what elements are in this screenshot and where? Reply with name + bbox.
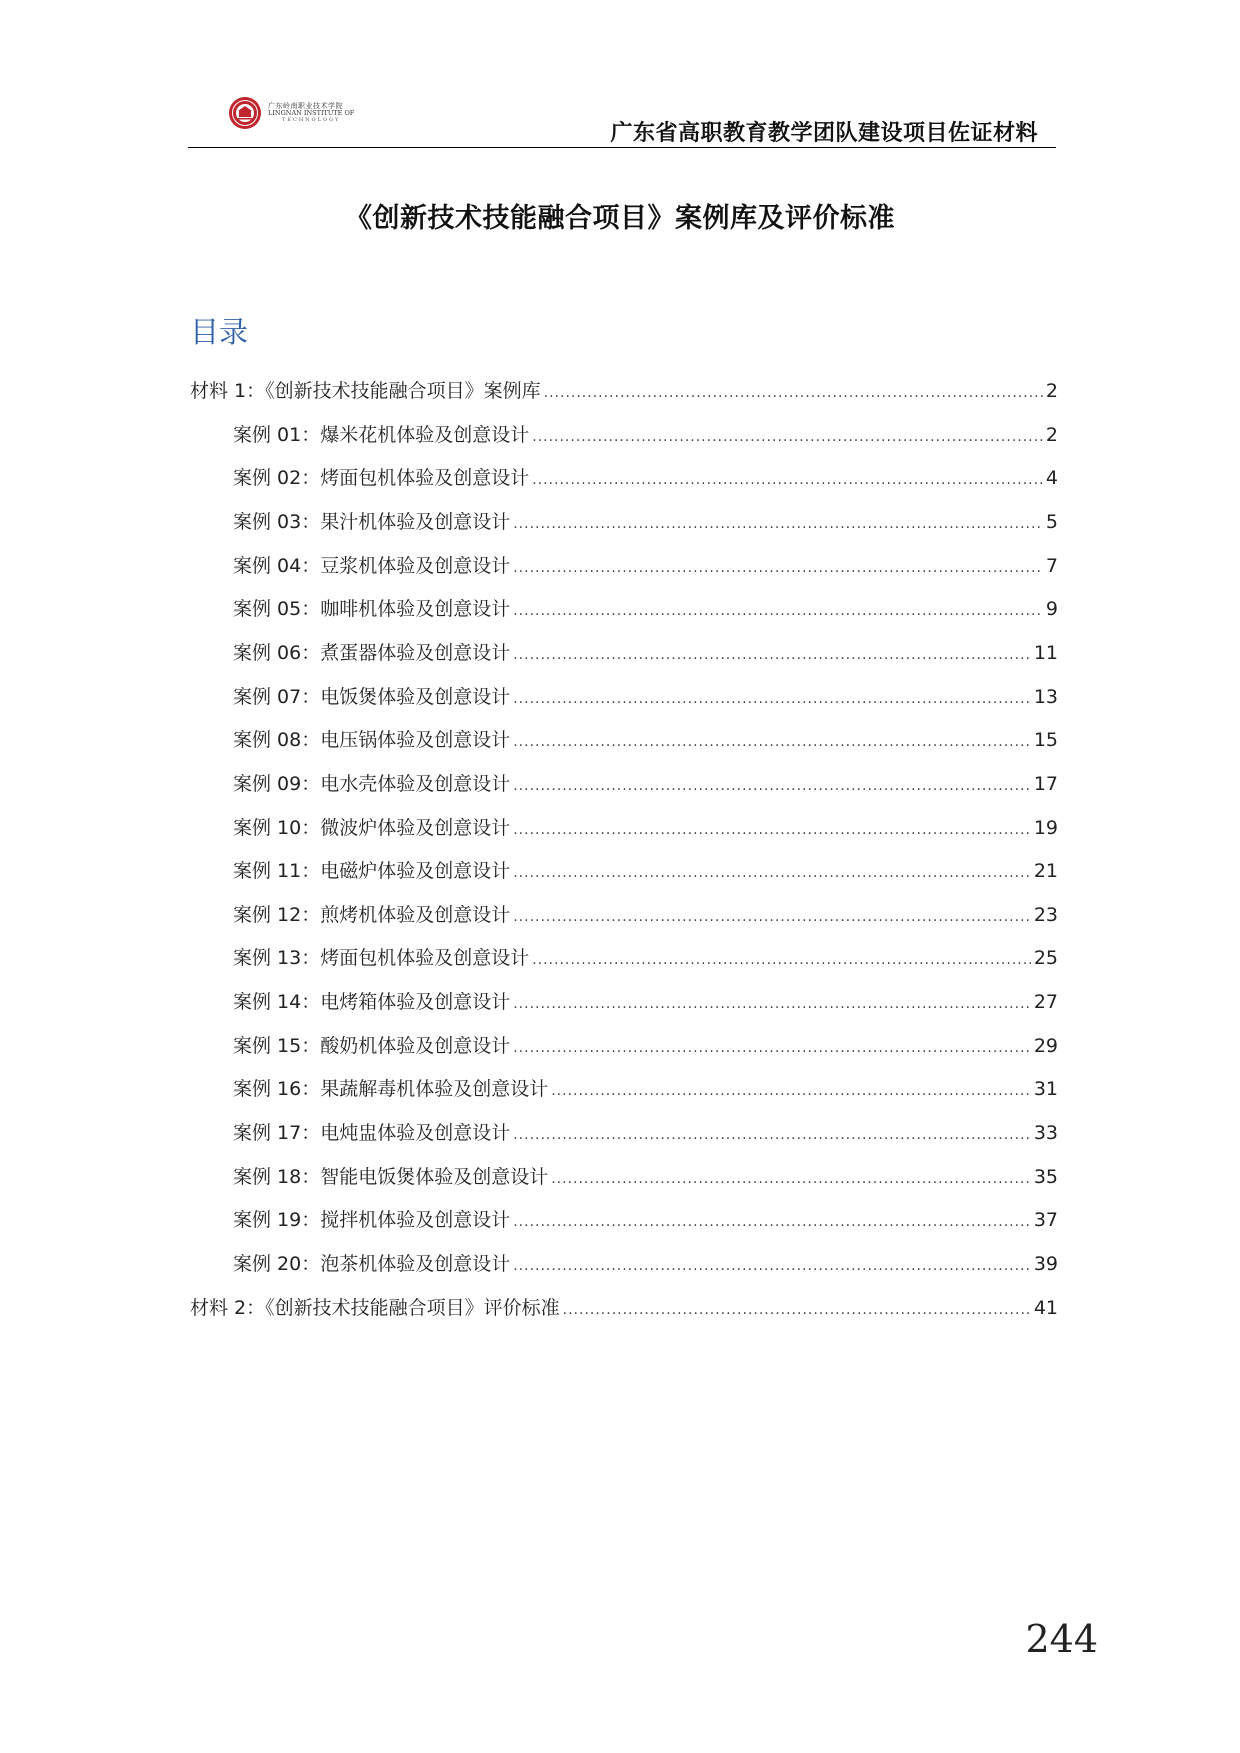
toc-section-entry[interactable]	[190, 376, 1058, 406]
toc-entry-label: 案例 12：煎烤机体验及创意设计	[233, 903, 511, 926]
toc-entry-label: 案例 10：微波炉体验及创意设计	[233, 816, 511, 839]
toc-dot-leader	[513, 1040, 1031, 1056]
page-header	[188, 92, 1056, 148]
toc-entry-page: 19	[1033, 816, 1058, 839]
toc-dot-leader	[513, 1258, 1031, 1274]
toc-dot-leader	[532, 429, 1043, 445]
toc-entry-page: 33	[1033, 1122, 1058, 1145]
header-title: 广东省高职教育教学团队建设项目佐证材料	[610, 121, 1038, 146]
toc-entry-page: 39	[1033, 1253, 1058, 1275]
toc-entry-page: 15	[1033, 729, 1058, 752]
toc-dot-leader	[532, 472, 1043, 488]
toc-entry-label: 案例 05：咖啡机体验及创意设计	[233, 598, 511, 621]
toc-case-entry[interactable]	[233, 551, 1058, 581]
toc-dot-leader	[513, 1214, 1031, 1230]
toc-entry-label: 案例 15：酸奶机体验及创意设计	[233, 1034, 511, 1057]
toc-dot-leader	[551, 1171, 1031, 1187]
toc-case-entry[interactable]	[233, 420, 1058, 450]
toc-dot-leader	[513, 778, 1031, 794]
toc-entry-label: 案例 11：电磁炉体验及创意设计	[233, 860, 511, 883]
toc-case-entry[interactable]	[233, 856, 1058, 886]
toc-dot-leader	[513, 865, 1031, 881]
page-number: 244	[1025, 1617, 1098, 1661]
toc-entry-page: 11	[1033, 641, 1058, 664]
toc-case-entry[interactable]	[233, 1162, 1058, 1192]
toc-entry-label: 案例 03：果汁机体验及创意设计	[233, 510, 511, 533]
toc-dot-leader	[551, 1083, 1031, 1099]
toc-entry-label: 案例 08：电压锅体验及创意设计	[233, 729, 511, 752]
document-title: 《创新技术技能融合项目》案例库及评价标准	[345, 203, 895, 234]
toc-heading: 目录	[190, 315, 249, 349]
toc-entry-page: 35	[1033, 1165, 1058, 1188]
toc-dot-leader	[513, 996, 1031, 1012]
header-divider	[188, 147, 1056, 148]
toc-case-entry[interactable]	[233, 900, 1058, 930]
toc-case-entry[interactable]	[233, 1118, 1058, 1148]
toc-case-entry[interactable]	[233, 1074, 1058, 1104]
toc-entry-page: 27	[1033, 991, 1058, 1014]
toc-entry-page: 2	[1045, 423, 1058, 446]
toc-entry-page: 5	[1045, 510, 1058, 533]
logo-name-en: LINGNAN INSTITUTE OF	[268, 109, 355, 118]
toc-entry-page: 17	[1033, 772, 1058, 795]
toc-entry-page: 13	[1033, 685, 1058, 708]
toc-entry-label: 材料 1：《创新技术技能融合项目》案例库	[190, 380, 541, 402]
toc-entry-label: 案例 18：智能电饭煲体验及创意设计	[233, 1165, 549, 1188]
toc-entry-label: 案例 14：电烤箱体验及创意设计	[233, 991, 511, 1014]
toc-entry-page: 7	[1045, 554, 1058, 577]
school-seal-icon	[228, 96, 262, 130]
toc-dot-leader	[513, 1127, 1031, 1143]
toc-dot-leader	[532, 952, 1031, 968]
toc-entry-page: 23	[1033, 903, 1058, 926]
toc-case-entry[interactable]	[233, 769, 1058, 799]
toc-entry-page: 4	[1045, 467, 1058, 490]
toc-entry-page: 9	[1045, 598, 1058, 621]
toc-entry-label: 材料 2：《创新技术技能融合项目》评价标准	[190, 1296, 560, 1319]
toc-case-entry[interactable]	[233, 682, 1058, 712]
toc-dot-leader	[544, 385, 1043, 401]
toc-entry-page: 29	[1033, 1034, 1058, 1057]
toc-entry-label: 案例 09：电水壳体验及创意设计	[233, 772, 511, 795]
logo-name-en-2: TECHNOLOGY	[282, 116, 341, 123]
toc-dot-leader	[513, 516, 1043, 532]
toc-case-entry[interactable]	[233, 507, 1058, 537]
toc-dot-leader	[513, 691, 1031, 707]
toc-dot-leader	[513, 647, 1031, 663]
toc-case-entry[interactable]	[233, 725, 1058, 755]
toc-case-entry[interactable]	[233, 463, 1058, 493]
toc-case-entry[interactable]	[233, 638, 1058, 668]
toc-section-entry[interactable]	[190, 1293, 1058, 1323]
toc-dot-leader	[513, 909, 1031, 925]
toc-entry-label: 案例 04：豆浆机体验及创意设计	[233, 554, 511, 577]
toc-entry-label: 案例 17：电炖盅体验及创意设计	[233, 1122, 511, 1145]
toc-entry-label: 案例 20：泡茶机体验及创意设计	[233, 1253, 511, 1275]
toc-case-entry[interactable]	[233, 1031, 1058, 1061]
toc-case-entry[interactable]	[233, 1249, 1058, 1279]
logo-name-cn: 广东岭南职业技术学院	[268, 102, 343, 111]
toc-case-entry[interactable]	[233, 943, 1058, 973]
toc-case-entry[interactable]	[233, 813, 1058, 843]
logo-text	[268, 102, 354, 123]
toc-entry-label: 案例 07：电饭煲体验及创意设计	[233, 685, 511, 708]
toc-entry-label: 案例 19：搅拌机体验及创意设计	[233, 1209, 511, 1232]
institution-logo	[228, 96, 354, 130]
toc-entry-page: 25	[1033, 947, 1058, 970]
toc-entry-page: 41	[1033, 1296, 1058, 1319]
toc-entry-page: 21	[1033, 860, 1058, 883]
toc-dot-leader	[513, 822, 1031, 838]
toc-dot-leader	[513, 734, 1031, 750]
toc-entry-label: 案例 13：烤面包机体验及创意设计	[233, 947, 530, 970]
toc-dot-leader	[513, 560, 1043, 576]
toc-entry-label: 案例 01：爆米花机体验及创意设计	[233, 423, 530, 446]
toc-entry-label: 案例 02：烤面包机体验及创意设计	[233, 467, 530, 490]
toc-entry-page: 37	[1033, 1209, 1058, 1232]
toc-entry-page: 2	[1045, 380, 1058, 402]
toc-entry-page: 31	[1033, 1078, 1058, 1101]
toc-case-entry[interactable]	[233, 594, 1058, 624]
toc-dot-leader	[563, 1302, 1031, 1318]
toc-case-entry[interactable]	[233, 1205, 1058, 1235]
toc-entry-label: 案例 16：果蔬解毒机体验及创意设计	[233, 1078, 549, 1101]
toc-case-entry[interactable]	[233, 987, 1058, 1017]
toc-dot-leader	[513, 603, 1043, 619]
toc-entry-label: 案例 06：煮蛋器体验及创意设计	[233, 641, 511, 664]
